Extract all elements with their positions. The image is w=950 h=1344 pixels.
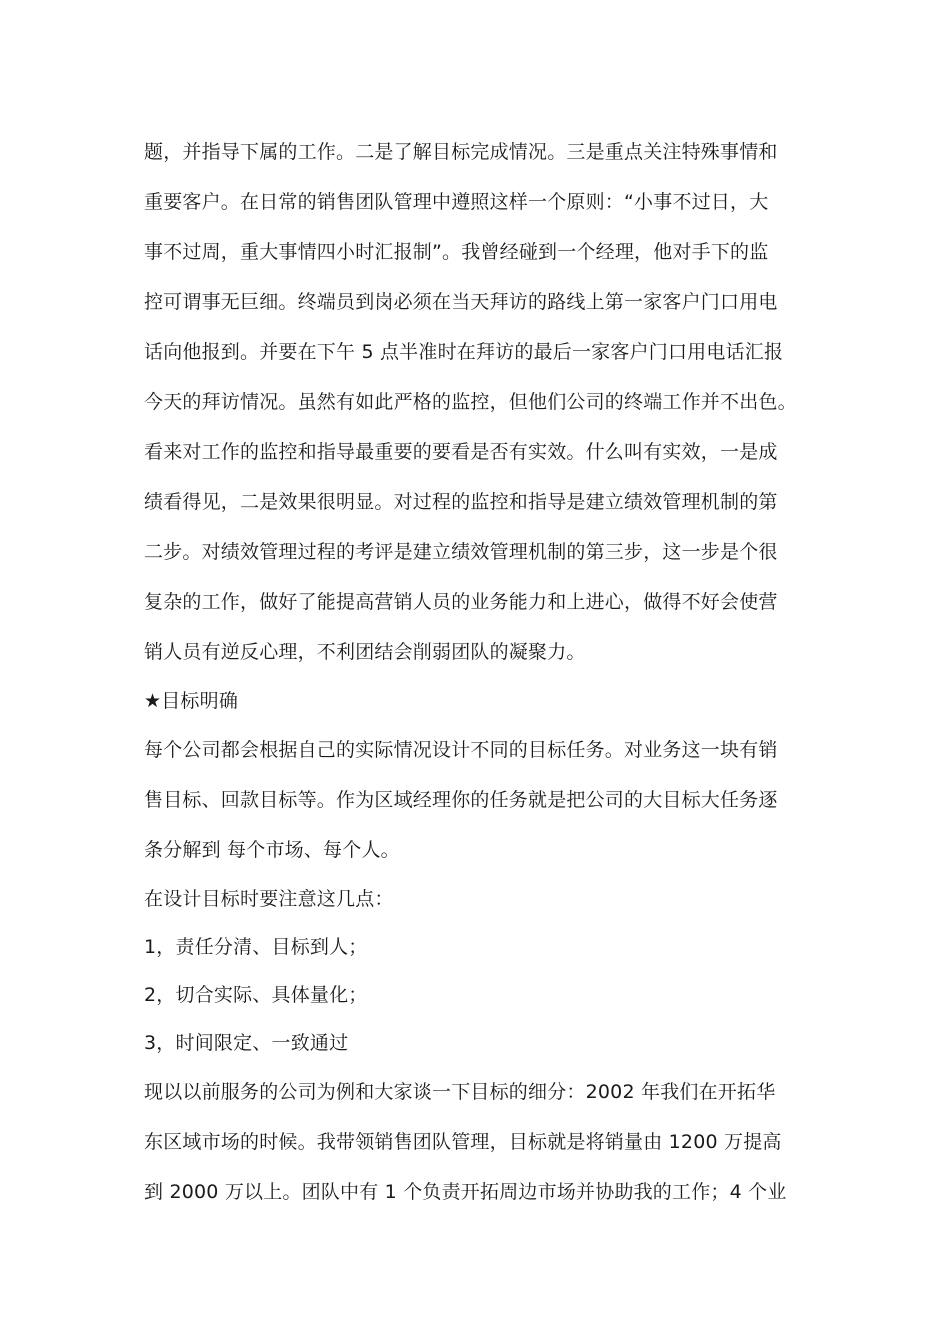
paragraph-line: 二步。对绩效管理过程的考评是建立绩效管理机制的第三步，这一步是个很	[144, 541, 778, 563]
document-body	[144, 127, 797, 1217]
paragraph-line: 重要客户。在日常的销售团队管理中遵照这样一个原则：“小事不过日，大	[144, 191, 769, 213]
paragraph-line: 东区域市场的时候。我带领销售团队管理，目标就是将销量由 1200 万提高	[144, 1131, 782, 1153]
paragraph-line: 每个公司都会根据自己的实际情况设计不同的目标任务。对业务这一块有销	[144, 739, 778, 761]
paragraph-line: 现以以前服务的公司为例和大家谈一下目标的细分：2002 年我们在开拓华	[144, 1081, 776, 1103]
paragraph-line: 话向他报到。并要在下午 5 点半准时在拜访的最后一家客户门口用电话汇报	[144, 341, 784, 363]
paragraph-line: 题，并指导下属的工作。二是了解目标完成情况。三是重点关注特殊事情和	[144, 141, 778, 163]
list-item: 3，时间限定、一致通过	[144, 1032, 349, 1054]
paragraph-line: 售目标、回款目标等。作为区域经理你的任务就是把公司的大目标大任务逐	[144, 789, 778, 811]
paragraph-line: 复杂的工作，做好了能提高营销人员的业务能力和上进心，做得不好会使营	[144, 591, 778, 613]
paragraph-line: 在设计目标时要注意这几点：	[144, 888, 394, 910]
paragraph-line: 今天的拜访情况。虽然有如此严格的监控，但他们公司的终端工作并不出色。	[144, 391, 797, 413]
paragraph-line: 销人员有逆反心理，不利团结会削弱团队的凝聚力。	[144, 641, 586, 663]
paragraph-line: 看来对工作的监控和指导最重要的要看是否有实效。什么叫有实效，一是成	[144, 441, 778, 463]
paragraph-line: 控可谓事无巨细。终端员到岗必须在当天拜访的路线上第一家客户门口用电	[144, 291, 778, 313]
paragraph-line: 事不过周，重大事情四小时汇报制”。我曾经碰到一个经理，他对手下的监	[144, 241, 769, 263]
list-item: 1，责任分清、目标到人；	[144, 936, 368, 958]
paragraph-line: 到 2000 万以上。团队中有 1 个负责开拓周边市场并协助我的工作；4 个业	[144, 1181, 787, 1203]
section-heading: ★目标明确	[144, 690, 239, 712]
paragraph-line: 条分解到 每个市场、每个人。	[144, 839, 400, 861]
paragraph-line: 绩看得见，二是效果很明显。对过程的监控和指导是建立绩效管理机制的第	[144, 491, 778, 513]
list-item: 2，切合实际、具体量化；	[144, 984, 368, 1006]
